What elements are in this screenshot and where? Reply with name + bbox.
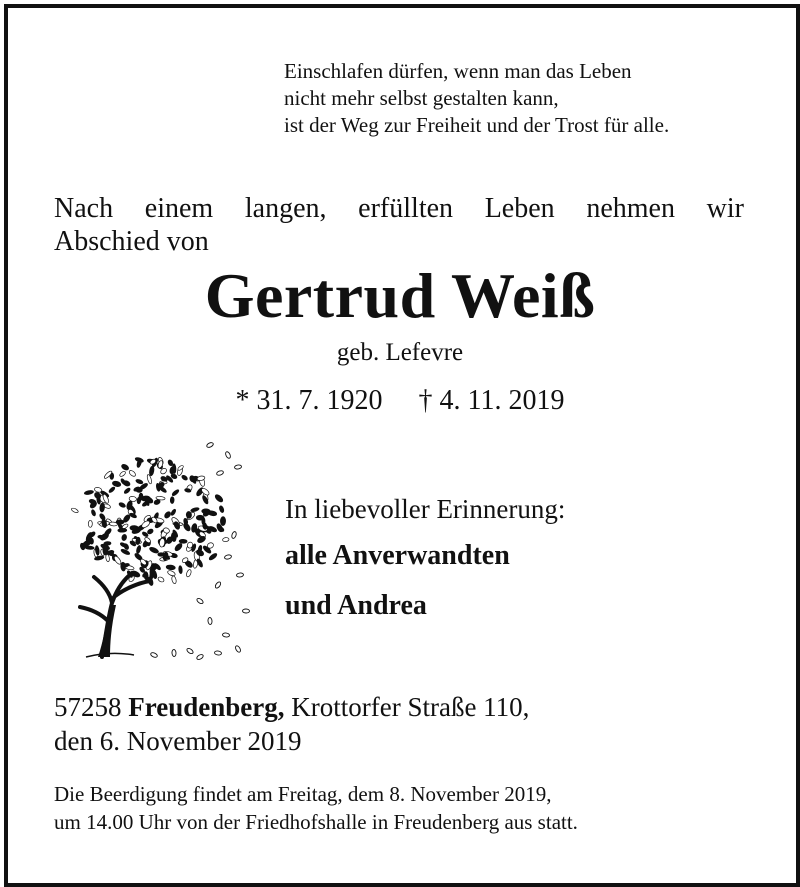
intro-line: Abschied von [54, 226, 209, 257]
falling-leaf-shape [216, 470, 224, 476]
falling-leaf-shape [208, 617, 213, 624]
leaf-shape [120, 542, 127, 548]
leaf-shape [84, 490, 94, 495]
address-block [54, 690, 529, 758]
poem [284, 58, 764, 139]
falling-leaf-shape [231, 531, 237, 539]
leaf-shape [89, 499, 97, 505]
leaf-shape [202, 509, 211, 514]
leaf-shape [136, 545, 142, 554]
falling-leaf-shape [225, 451, 232, 459]
leaf-shape [108, 486, 115, 493]
falling-leaf-shape [206, 442, 214, 449]
leaf-shape [196, 515, 204, 520]
falling-leaf-shape [224, 554, 232, 560]
mourners-line: und Andrea [285, 590, 427, 621]
funeral-line: um 14.00 Uhr von der Friedhofshalle in Freudenberg aus statt. [54, 810, 578, 834]
leaf-shape [141, 520, 151, 529]
leaf-shape [118, 528, 127, 532]
leaf-shape [123, 487, 131, 494]
falling-leaf-shape [186, 647, 194, 654]
death-date: † 4. 11. 2019 [418, 385, 565, 416]
mourners-line: alle Anverwandten [285, 540, 510, 571]
falling-leaf-shape [222, 633, 229, 638]
funeral-line: Die Beerdigung findet am Freitag, dem 8. November 2019, [54, 782, 552, 806]
life-dates [0, 384, 800, 418]
leaf-shape [121, 463, 130, 471]
leaf-shape [171, 576, 177, 585]
leaf-shape [135, 479, 143, 485]
intro-text [54, 192, 744, 258]
leaf-shape [179, 539, 187, 543]
leaf-shape [178, 566, 182, 574]
leaf-shape [170, 509, 176, 516]
leaf-shape [186, 511, 192, 518]
address-line [54, 690, 529, 724]
deceased-name: Gertrud Weiß [204, 260, 596, 331]
leaf-shape [149, 466, 155, 476]
leaf-shape [119, 470, 126, 477]
leaf-shape [220, 517, 225, 526]
falling-leaf-shape [214, 581, 221, 589]
falling-leaf-shape [150, 652, 158, 658]
date-line: den 6. November 2019 [54, 726, 302, 756]
leaf-shape [222, 537, 229, 542]
postal-code: 57258 [54, 692, 122, 722]
leaf-shape [120, 548, 130, 555]
leaf-shape [149, 546, 160, 554]
poem-line: Einschlafen dürfen, wenn man das Leben [284, 59, 632, 83]
leaf-shape [182, 522, 191, 532]
leaf-shape [135, 457, 144, 464]
falling-leaf-shape [236, 573, 243, 578]
leaf-shape [167, 570, 176, 577]
birth-date: * 31. 7. 1920 [235, 385, 383, 416]
leaf-shape [186, 569, 192, 578]
leaf-shape [190, 507, 199, 513]
leaf-shape [128, 469, 136, 477]
poem-line: nicht mehr selbst gestalten kann, [284, 86, 559, 110]
leaf-shape [214, 493, 224, 503]
leaf-shape [171, 489, 179, 497]
falling-leaf-shape [196, 597, 204, 604]
leaf-shape [71, 507, 79, 513]
leaf-shape [118, 502, 126, 509]
falling-leaf-shape [214, 651, 221, 656]
falling-leaf-shape [242, 609, 249, 613]
leaf-shape [100, 503, 105, 512]
leaf-shape [166, 565, 176, 571]
leaf-shape [94, 487, 102, 493]
leaf-shape [172, 464, 176, 474]
funeral-info [54, 780, 578, 836]
leaf-shape [170, 497, 174, 504]
leaf-shape [219, 505, 225, 513]
falling-leaf-shape [234, 464, 242, 469]
leaf-shape [157, 576, 165, 583]
leaf-shape [177, 465, 184, 471]
tree-with-falling-leaves-icon [50, 425, 250, 665]
leaf-shape [91, 509, 97, 516]
leaf-shape [163, 511, 171, 520]
leaf-shape [121, 534, 127, 541]
city: Freudenberg, [128, 692, 285, 722]
poem-line: ist der Weg zur Freiheit und der Trost für alle. [284, 113, 670, 137]
maiden-name: geb. Lefevre [336, 339, 464, 366]
memory-heading: In liebevoller Erinnerung: [285, 494, 566, 524]
street: Krottorfer Straße 110, [291, 692, 530, 722]
intro-line: Nach einem langen, erfüllten Leben nehmen wir [54, 193, 744, 224]
leaf-shape [88, 520, 92, 527]
falling-leaf-shape [234, 645, 241, 653]
falling-leaf-shape [172, 649, 177, 656]
leaf-shape [181, 474, 188, 481]
leaf-shape [139, 493, 143, 500]
leaf-shape [174, 542, 184, 552]
falling-leaf-shape [196, 654, 204, 661]
leaf-shape [112, 480, 122, 487]
